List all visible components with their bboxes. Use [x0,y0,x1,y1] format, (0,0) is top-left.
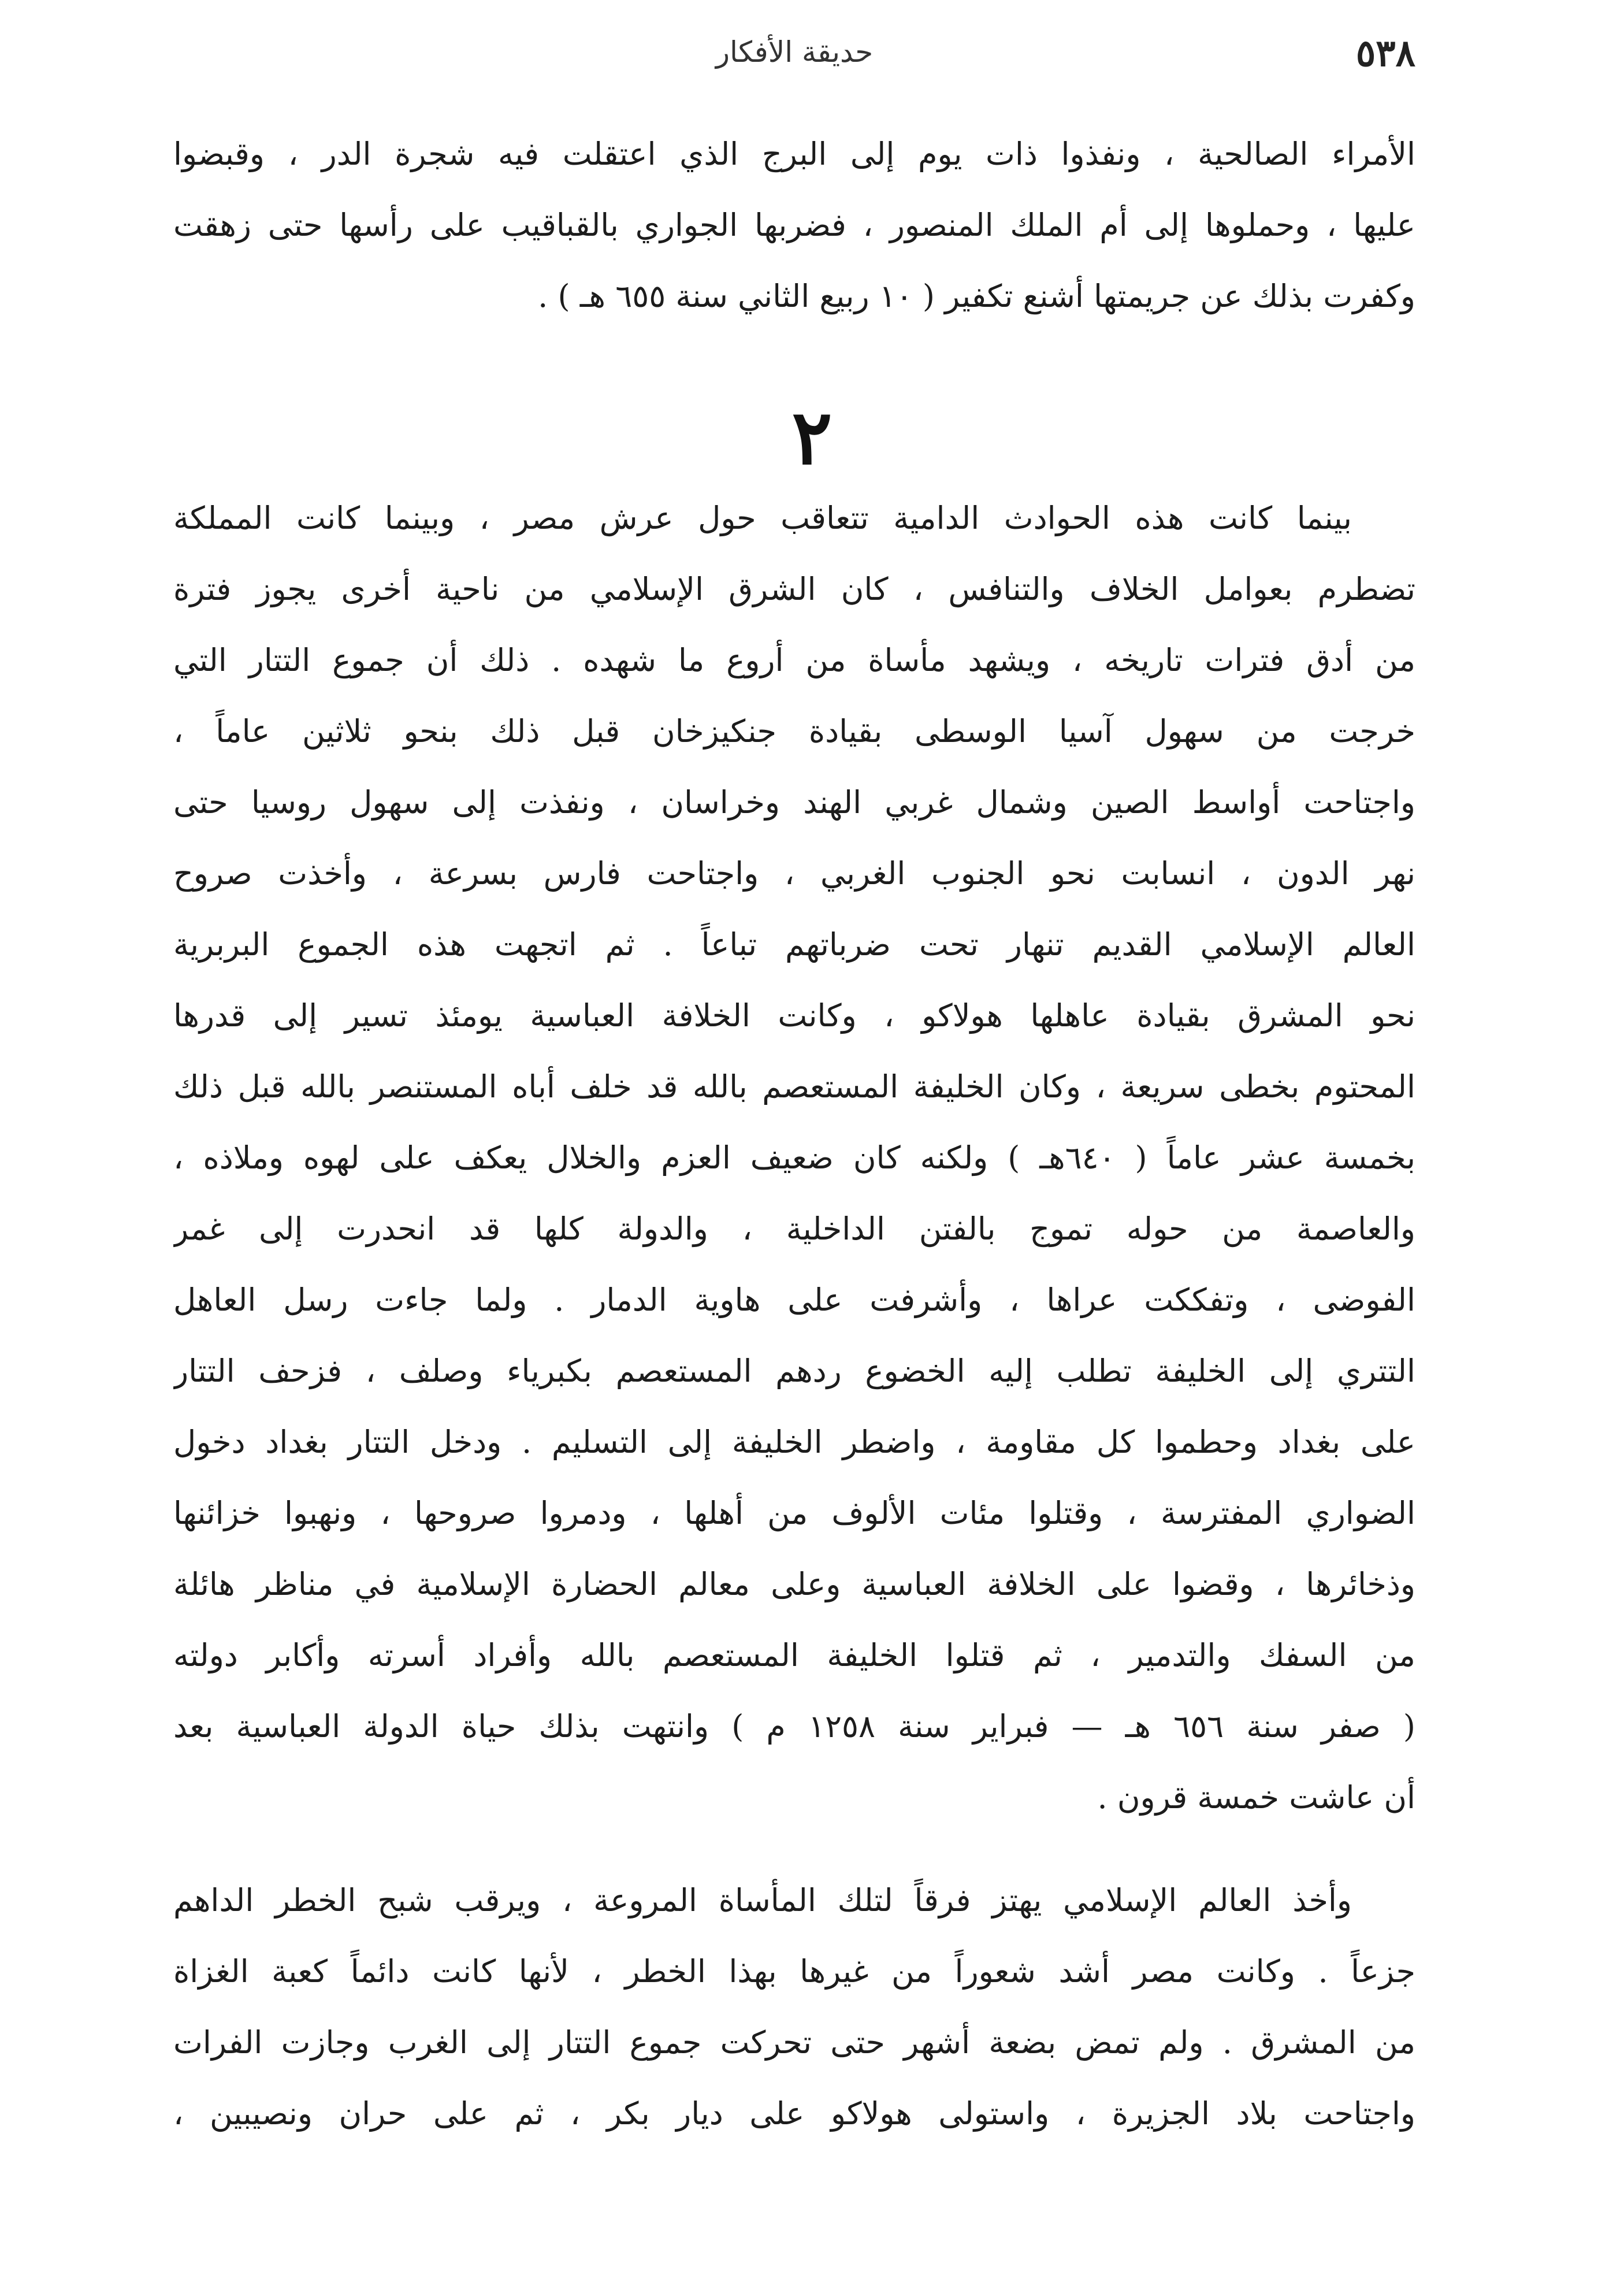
text-line: نهر الدون ، انسابت نحو الجنوب الغربي ، واجتاحت فارس بسرعة ، وأخذت صروح [173,855,1415,892]
running-title: حديقة الأفكار [715,35,874,69]
text-line: من أدق فترات تاريخه ، ويشهد مأساة من أروع ما شهده . ذلك أن جموع التتار التي [173,642,1415,678]
text-line: الأمراء الصالحية ، ونفذوا ذات يوم إلى البرج الذي اعتقلت فيه شجرة الدر ، وقبضوا [173,136,1415,172]
text-line: الفوضى ، وتفككت عراها ، وأشرفت على هاوية الدمار . ولما جاءت رسل العاهل [173,1282,1415,1318]
text-line: جزعاً . وكانت مصر أشد شعوراً من غيرها بهذا الخطر ، لأنها كانت دائماً كعبة الغزاة [173,1953,1415,1990]
text-line: وكفرت بذلك عن جريمتها أشنع تكفير ( ١٠ ربيع الثاني سنة ٦٥٥ هـ ) . [538,278,1415,314]
text-line: عليها ، وحملوها إلى أم الملك المنصور ، فضربها الجواري بالقباقيب على رأسها حتى زهقت [173,207,1415,243]
section-number: ٢ [791,393,833,481]
text-line: من السفك والتدمير ، ثم قتلوا الخليفة المستعصم بالله وأفراد أسرته وأكابر دولته [173,1637,1415,1673]
text-line: واجتاحت بلاد الجزيرة ، واستولى هولاكو على ديار بكر ، ثم على حران ونصيبين ، [173,2095,1415,2132]
text-line: أن عاشت خمسة قرون . [1097,1779,1415,1816]
paragraph-3 [173,1865,1415,2149]
text-line: العالم الإسلامي القديم تنهار تحت ضرباتهم تباعاً . ثم اتجهت هذه الجموع البربرية [173,926,1415,963]
text-line: واجتاحت أواسط الصين وشمال غربي الهند وخراسان ، ونفذت إلى سهول روسيا حتى [173,784,1415,821]
text-line: ( صفر سنة ٦٥٦ هـ — فبراير سنة ١٢٥٨ م ) وانتهت بذلك حياة الدولة العباسية بعد [173,1708,1415,1745]
text-line: التتري إلى الخليفة تطلب إليه الخضوع ردهم المستعصم بكبرياء وصلف ، فزحف التتار [173,1353,1415,1389]
text-line: والعاصمة من حوله تموج بالفتن الداخلية ، والدولة كلها قد انحدرت إلى غمر [173,1211,1415,1247]
text-line: الضواري المفترسة ، وقتلوا مئات الألوف من أهلها ، ودمروا صروحها ، ونهبوا خزائنها [173,1495,1415,1531]
text-line: بخمسة عشر عاماً ( ٦٤٠هـ ) ولكنه كان ضعيف العزم والخلال يعكف على لهوه وملاذه ، [173,1140,1415,1176]
text-line: نحو المشرق بقيادة عاهلها هولاكو ، وكانت الخلافة العباسية يومئذ تسير إلى قدرها [173,997,1415,1034]
page-header [173,32,1415,84]
text-line: وأخذ العالم الإسلامي يهتز فرقاً لتلك المأساة المروعة ، ويرقب شبح الخطر الداهم [173,1882,1352,1919]
text-line: بينما كانت هذه الحوادث الدامية تتعاقب حول عرش مصر ، وبينما كانت المملكة [173,500,1352,536]
text-line: المحتوم بخطى سريعة ، وكان الخليفة المستعصم بالله قد خلف أباه المستنصر بالله قبل ذلك [173,1068,1415,1105]
text-line: وذخائرها ، وقضوا على الخلافة العباسية وعلى معالم الحضارة الإسلامية في مناظر هائلة [173,1566,1415,1602]
text-line: على بغداد وحطموا كل مقاومة ، واضطر الخليفة إلى التسليم . ودخل التتار بغداد دخول [173,1424,1415,1460]
text-line: خرجت من سهول آسيا الوسطى بقيادة جنكيزخان قبل ذلك بنحو ثلاثين عاماً ، [173,713,1415,749]
paragraph-2 [173,483,1415,1833]
text-line: تضطرم بعوامل الخلاف والتنافس ، كان الشرق الإسلامي من ناحية أخرى يجوز فترة [173,571,1415,607]
page-number: ٥٣٨ [1355,32,1415,75]
text-line: من المشرق . ولم تمض بضعة أشهر حتى تحركت جموع التتار إلى الغرب وجازت الفرات [173,2024,1415,2061]
paragraph-1 [173,118,1415,332]
